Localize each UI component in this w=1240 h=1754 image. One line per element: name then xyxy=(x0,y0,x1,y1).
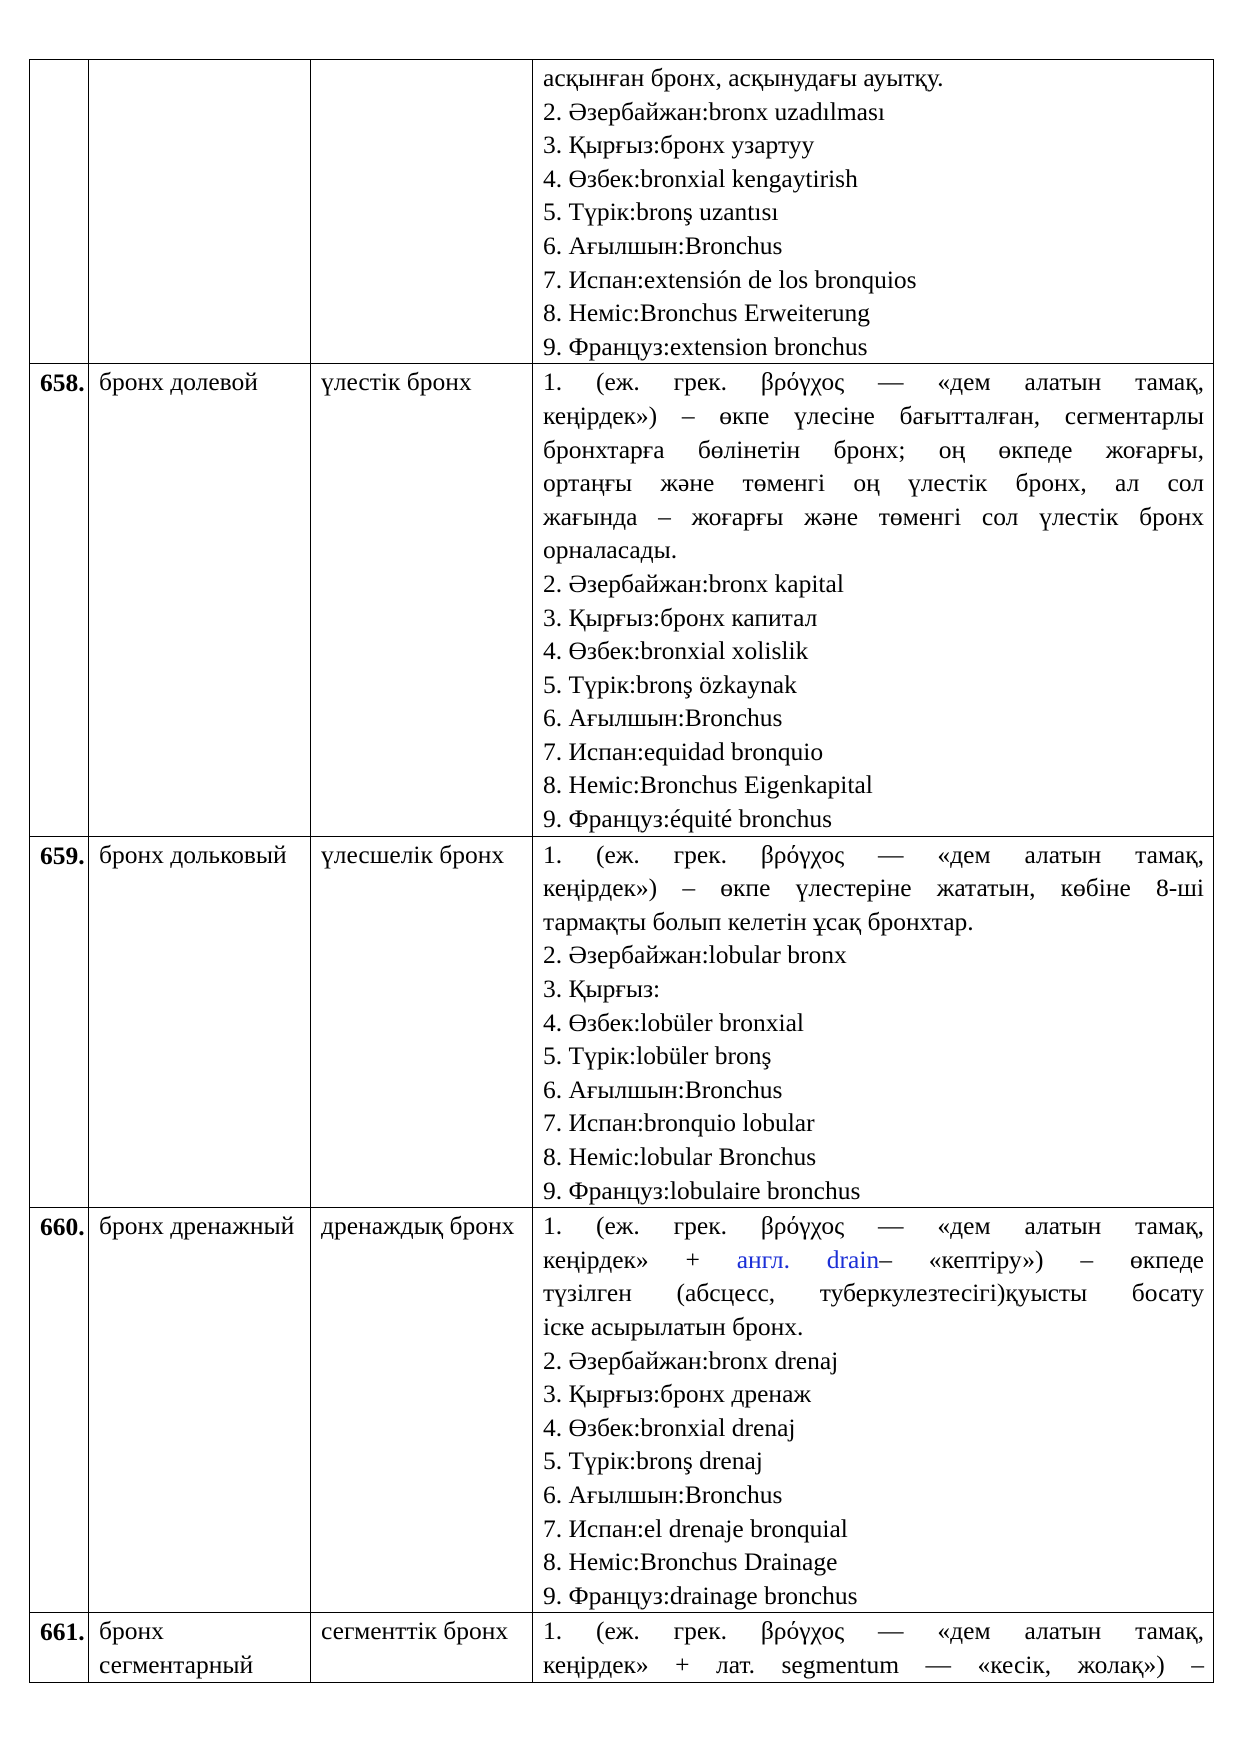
russian-term xyxy=(89,60,311,364)
definition-cell xyxy=(533,1613,1214,1682)
definition-line: орналасады. xyxy=(543,535,678,565)
russian-term: бронх сегментарный xyxy=(89,1613,311,1682)
kazakh-term: сегменттік бронх xyxy=(311,1613,533,1682)
translation-line: 2. Әзербайжан:bronx kapital xyxy=(543,568,844,598)
kazakh-term: дренаждық бронх xyxy=(311,1208,533,1613)
translation-line: 8. Неміс:Bronchus Drainage xyxy=(543,1547,838,1577)
definition-line: 1. (еж. грек. βρόγχος — «дем алатын тамақ, xyxy=(543,367,1204,397)
entry-number: 658. xyxy=(30,364,89,836)
translation-line: 4. Өзбек:bronxial drenaj xyxy=(543,1412,796,1442)
definition-line: түзілген (абсцесс, туберкулезтесігі)қуысты босату xyxy=(543,1278,1204,1308)
translation-line: 5. Түрік:bronş özkaynak xyxy=(543,669,797,699)
definition-line: іске асырылатын бронх. xyxy=(543,1311,804,1341)
definition-line: тармақты болып келетін ұсақ бронхтар. xyxy=(543,906,974,936)
table-row xyxy=(30,1208,1214,1613)
definition-line: жағында – жоғарғы және төменгі сол үлестік бронх xyxy=(543,501,1204,531)
translation-line: 9. Француз:équité bronchus xyxy=(543,804,833,834)
definition-line: кеңірдек» + лат. segmentum — «кесік, жолақ») – xyxy=(543,1649,1204,1679)
translation-line: 8. Неміс:Bronchus Eigenkapital xyxy=(543,770,873,800)
translation-line: 8. Неміс:lobular Bronchus xyxy=(543,1142,817,1171)
translation-line: 7. Испан:extensión de los bronquios xyxy=(543,264,917,294)
definition-cell xyxy=(533,1208,1214,1613)
translation-line: 3. Қырғыз: xyxy=(543,974,661,1004)
translation-line: 2. Әзербайжан:bronx uzadılması xyxy=(543,96,885,126)
entry-number: 660. xyxy=(30,1208,89,1613)
definition-line: 1. (еж. грек. βρόγχος — «дем алатын тамақ, xyxy=(543,1211,1204,1241)
definition-line: бронхтарға бөлінетін бронх; оң өкпеде жоғарғы, xyxy=(543,434,1204,464)
kazakh-term xyxy=(311,60,533,364)
translation-line: 4. Өзбек:bronxial xolislik xyxy=(543,636,809,666)
translation-line: 9. Француз:extension bronchus xyxy=(543,331,868,361)
table-row xyxy=(30,364,1214,836)
translation-line: 2. Әзербайжан:bronx drenaj xyxy=(543,1345,839,1375)
translation-line: 7. Испан:bronquio lobular xyxy=(543,1108,815,1138)
table-row xyxy=(30,836,1214,1208)
entry-number: 661. xyxy=(30,1613,89,1682)
translation-line: 9. Француз:drainage bronchus xyxy=(543,1580,858,1610)
russian-term: бронх дольковый xyxy=(89,836,311,1208)
dictionary-table xyxy=(29,59,1214,1683)
definition-line: асқынған бронх, асқынудағы ауытқу. xyxy=(543,63,944,92)
translation-line: 5. Түрік:bronş uzantısı xyxy=(543,197,779,227)
definition-cell xyxy=(533,60,1214,364)
translation-line: 6. Ағылшын:Bronchus xyxy=(543,1074,783,1104)
translation-line: 5. Түрік:bronş drenaj xyxy=(543,1446,763,1476)
definition-cell xyxy=(533,836,1214,1208)
definition-line: 1. (еж. грек. βρόγχος — «дем алатын тамақ, xyxy=(543,1616,1204,1646)
translation-line: 8. Неміс:Bronchus Erweiterung xyxy=(543,298,871,328)
translation-line: 6. Ағылшын:Bronchus xyxy=(543,1479,783,1509)
definition-line: кеңірдек») – өкпе үлестеріне жататын, көбіне 8-ші xyxy=(543,873,1204,903)
translation-line: 7. Испан:el drenaje bronquial xyxy=(543,1513,848,1543)
translation-line: 2. Әзербайжан:lobular bronx xyxy=(543,940,847,970)
translation-line: 6. Ағылшын:Bronchus xyxy=(543,230,783,260)
translation-line: 7. Испан:equidad bronquio xyxy=(543,736,824,766)
english-etymology: англ. drain xyxy=(736,1244,880,1274)
table-row xyxy=(30,60,1214,364)
definition-text: – «кептіру») – өкпеде xyxy=(879,1244,1205,1274)
entry-number: 659. xyxy=(30,836,89,1208)
table-row xyxy=(30,1613,1214,1682)
translation-line: 4. Өзбек:lobüler bronxial xyxy=(543,1007,805,1037)
translation-line: 3. Қырғыз:бронх узартуу xyxy=(543,130,815,160)
definition-line: кеңірдек») – өкпе үлесіне бағытталған, сегментарлы xyxy=(543,400,1204,430)
translation-line: 6. Ағылшын:Bronchus xyxy=(543,703,783,733)
russian-term: бронх дренажный xyxy=(89,1208,311,1613)
translation-line: 3. Қырғыз:бронх дренаж xyxy=(543,1379,812,1409)
translation-line: 5. Түрік:lobüler bronş xyxy=(543,1041,772,1071)
kazakh-term: үлестік бронх xyxy=(311,364,533,836)
translation-line: 4. Өзбек:bronxial kengaytirish xyxy=(543,163,858,193)
kazakh-term: үлесшелік бронх xyxy=(311,836,533,1208)
definition-line xyxy=(543,1243,1204,1277)
russian-term: бронх долевой xyxy=(89,364,311,836)
definition-cell xyxy=(533,364,1214,836)
translation-line: 9. Француз:lobulaire bronchus xyxy=(543,1175,861,1205)
translation-line: 3. Қырғыз:бронх капитал xyxy=(543,602,818,632)
definition-text: кеңірдек» + xyxy=(543,1244,700,1274)
entry-number xyxy=(30,60,89,364)
definition-line: ортаңғы және төменгі оң үлестік бронх, ал сол xyxy=(543,468,1204,498)
definition-line: 1. (еж. грек. βρόγχος — «дем алатын тамақ, xyxy=(543,839,1204,869)
